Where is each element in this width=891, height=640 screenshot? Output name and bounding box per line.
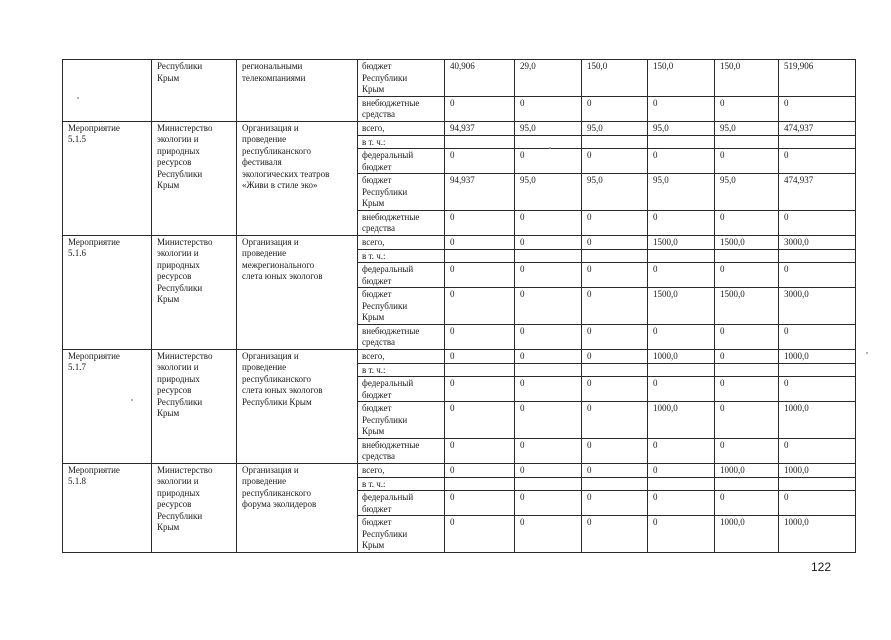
amount-cell: 0 [582,324,648,349]
funding-source-cell: бюджет Республики Крым [358,288,445,325]
amount-cell: 0 [648,491,715,516]
amount-cell [582,477,648,491]
amount-cell: 0 [445,288,515,325]
amount-cell [648,135,715,149]
amount-cell: 474,937 [779,174,856,211]
funding-source-cell: федеральный бюджет [358,377,445,402]
amount-cell: 0 [515,516,582,553]
amount-cell [445,363,515,377]
funding-source-cell: федеральный бюджет [358,263,445,288]
amount-cell: 0 [515,263,582,288]
amount-cell [779,477,856,491]
amount-cell: 0 [648,516,715,553]
amount-cell: 150,0 [582,60,648,97]
amount-cell: 0 [445,210,515,235]
amount-cell: 0 [445,349,515,363]
amount-cell: 0 [515,377,582,402]
amount-cell: 1500,0 [648,288,715,325]
amount-cell: 0 [582,149,648,174]
amount-cell: 94,937 [445,121,515,135]
amount-cell: 0 [445,516,515,553]
amount-cell: 40,906 [445,60,515,97]
table-row [63,121,856,135]
amount-cell: 0 [648,438,715,463]
amount-cell: 1000,0 [648,349,715,363]
amount-cell: 0 [648,210,715,235]
funding-source-cell: внебюджетные средства [358,324,445,349]
amount-cell [715,363,779,377]
amount-cell: 94,937 [445,174,515,211]
amount-cell: 0 [648,377,715,402]
amount-cell: 95,0 [582,174,648,211]
amount-cell: 0 [648,149,715,174]
amount-cell: 0 [445,324,515,349]
funding-source-cell: бюджет Республики Крым [358,60,445,97]
amount-cell: 0 [779,210,856,235]
amount-cell: 0 [515,438,582,463]
owner-cell: Республики Крым [152,60,237,122]
amount-cell: 3000,0 [779,235,856,249]
amount-cell [648,477,715,491]
scan-speck [549,147,551,149]
amount-cell: 0 [515,149,582,174]
measure-title-cell: Мероприятие 5.1.7 [63,349,152,463]
amount-cell: 0 [515,491,582,516]
amount-cell: 0 [779,324,856,349]
amount-cell: 95,0 [515,121,582,135]
amount-cell: 0 [582,377,648,402]
amount-cell: 0 [715,149,779,174]
amount-cell: 1000,0 [779,516,856,553]
amount-cell [445,477,515,491]
amount-cell: 519,906 [779,60,856,97]
activity-cell: Организация и проведение республиканского форума эколидеров [237,463,358,552]
owner-cell: Министерство экологии и природных ресурсов Республики Крым [152,235,237,349]
funding-source-cell: всего, [358,235,445,249]
measure-title-cell [63,60,152,122]
amount-cell [779,135,856,149]
amount-cell: 0 [582,288,648,325]
amount-cell: 95,0 [648,121,715,135]
page-number: 122 [811,560,832,574]
amount-cell: 0 [648,463,715,477]
amount-cell: 0 [715,402,779,439]
amount-cell: 0 [515,349,582,363]
amount-cell: 0 [582,402,648,439]
amount-cell: 0 [445,402,515,439]
amount-cell: 0 [445,377,515,402]
amount-cell [715,477,779,491]
amount-cell: 1000,0 [779,463,856,477]
amount-cell: 0 [445,149,515,174]
amount-cell: 95,0 [582,121,648,135]
amount-cell: 3000,0 [779,288,856,325]
amount-cell: 0 [715,263,779,288]
amount-cell: 0 [582,491,648,516]
measure-title-cell: Мероприятие 5.1.6 [63,235,152,349]
amount-cell: 0 [582,463,648,477]
table-row [63,349,856,363]
amount-cell: 0 [445,438,515,463]
funding-source-cell: в т. ч.: [358,135,445,149]
amount-cell: 0 [515,288,582,325]
amount-cell: 0 [582,235,648,249]
amount-cell: 0 [715,377,779,402]
table-row [63,235,856,249]
amount-cell: 0 [445,235,515,249]
funding-source-cell: в т. ч.: [358,363,445,377]
amount-cell: 0 [582,516,648,553]
funding-source-cell: бюджет Республики Крым [358,402,445,439]
amount-cell: 0 [779,438,856,463]
funding-source-cell: в т. ч.: [358,249,445,263]
amount-cell: 1000,0 [779,349,856,363]
amount-cell [715,135,779,149]
amount-cell: 150,0 [715,60,779,97]
table-row [63,463,856,477]
amount-cell [582,135,648,149]
scan-speck [131,399,133,401]
amount-cell: 0 [582,438,648,463]
activity-cell: Организация и проведение республиканского слета юных экологов Республики Крым [237,349,358,463]
activity-cell: региональными телекомпаниями [237,60,358,122]
amount-cell: 29,0 [515,60,582,97]
funding-source-cell: федеральный бюджет [358,491,445,516]
amount-cell: 0 [779,149,856,174]
amount-cell: 0 [445,263,515,288]
funding-source-cell: бюджет Республики Крым [358,516,445,553]
amount-cell: 0 [715,349,779,363]
amount-cell [648,249,715,263]
amount-cell [515,249,582,263]
amount-cell: 0 [779,377,856,402]
owner-cell: Министерство экологии и природных ресурсов Республики Крым [152,349,237,463]
amount-cell: 1000,0 [715,516,779,553]
scan-speck [866,352,868,354]
funding-source-cell: федеральный бюджет [358,149,445,174]
amount-cell [779,363,856,377]
amount-cell: 0 [445,463,515,477]
amount-cell: 0 [648,324,715,349]
measure-title-cell: Мероприятие 5.1.5 [63,121,152,235]
amount-cell: 95,0 [715,174,779,211]
amount-cell [445,249,515,263]
amount-cell: 95,0 [715,121,779,135]
amount-cell: 0 [779,96,856,121]
scan-speck [77,97,79,99]
amount-cell: 0 [582,349,648,363]
amount-cell: 95,0 [648,174,715,211]
funding-source-cell: бюджет Республики Крым [358,174,445,211]
amount-cell: 0 [582,263,648,288]
funding-source-cell: всего, [358,463,445,477]
amount-cell: 0 [779,491,856,516]
amount-cell: 1500,0 [715,235,779,249]
amount-cell: 0 [515,402,582,439]
amount-cell [515,363,582,377]
amount-cell: 0 [582,210,648,235]
funding-source-cell: внебюджетные средства [358,210,445,235]
amount-cell: 150,0 [648,60,715,97]
amount-cell: 0 [515,324,582,349]
owner-cell: Министерство экологии и природных ресурсов Республики Крым [152,463,237,552]
amount-cell: 0 [715,96,779,121]
amount-cell: 0 [515,210,582,235]
table-row [63,60,856,97]
amount-cell: 0 [779,263,856,288]
amount-cell: 1000,0 [779,402,856,439]
activity-cell: Организация и проведение республиканского фестиваля экологических театров «Живи в стиле эко» [237,121,358,235]
amount-cell: 0 [445,491,515,516]
amount-cell: 474,937 [779,121,856,135]
amount-cell: 0 [715,438,779,463]
amount-cell: 0 [515,235,582,249]
amount-cell [582,249,648,263]
amount-cell: 0 [445,96,515,121]
amount-cell: 0 [515,96,582,121]
amount-cell: 1000,0 [715,463,779,477]
amount-cell: 0 [715,324,779,349]
amount-cell: 0 [715,491,779,516]
amount-cell: 1500,0 [715,288,779,325]
funding-source-cell: внебюджетные средства [358,438,445,463]
measure-title-cell: Мероприятие 5.1.8 [63,463,152,552]
amount-cell: 0 [582,96,648,121]
amount-cell [779,249,856,263]
amount-cell: 1000,0 [648,402,715,439]
amount-cell: 0 [648,96,715,121]
funding-source-cell: в т. ч.: [358,477,445,491]
funding-source-cell: всего, [358,121,445,135]
owner-cell: Министерство экологии и природных ресурсов Республики Крым [152,121,237,235]
amount-cell: 0 [715,210,779,235]
amount-cell [582,363,648,377]
funding-source-cell: всего, [358,349,445,363]
amount-cell [648,363,715,377]
amount-cell [515,135,582,149]
amount-cell: 0 [648,263,715,288]
funding-source-cell: внебюджетные средства [358,96,445,121]
amount-cell [715,249,779,263]
amount-cell: 1500,0 [648,235,715,249]
amount-cell: 95,0 [515,174,582,211]
amount-cell: 0 [515,463,582,477]
funding-table [62,59,856,553]
amount-cell [515,477,582,491]
activity-cell: Организация и проведение межрегионального слета юных экологов [237,235,358,349]
amount-cell [445,135,515,149]
